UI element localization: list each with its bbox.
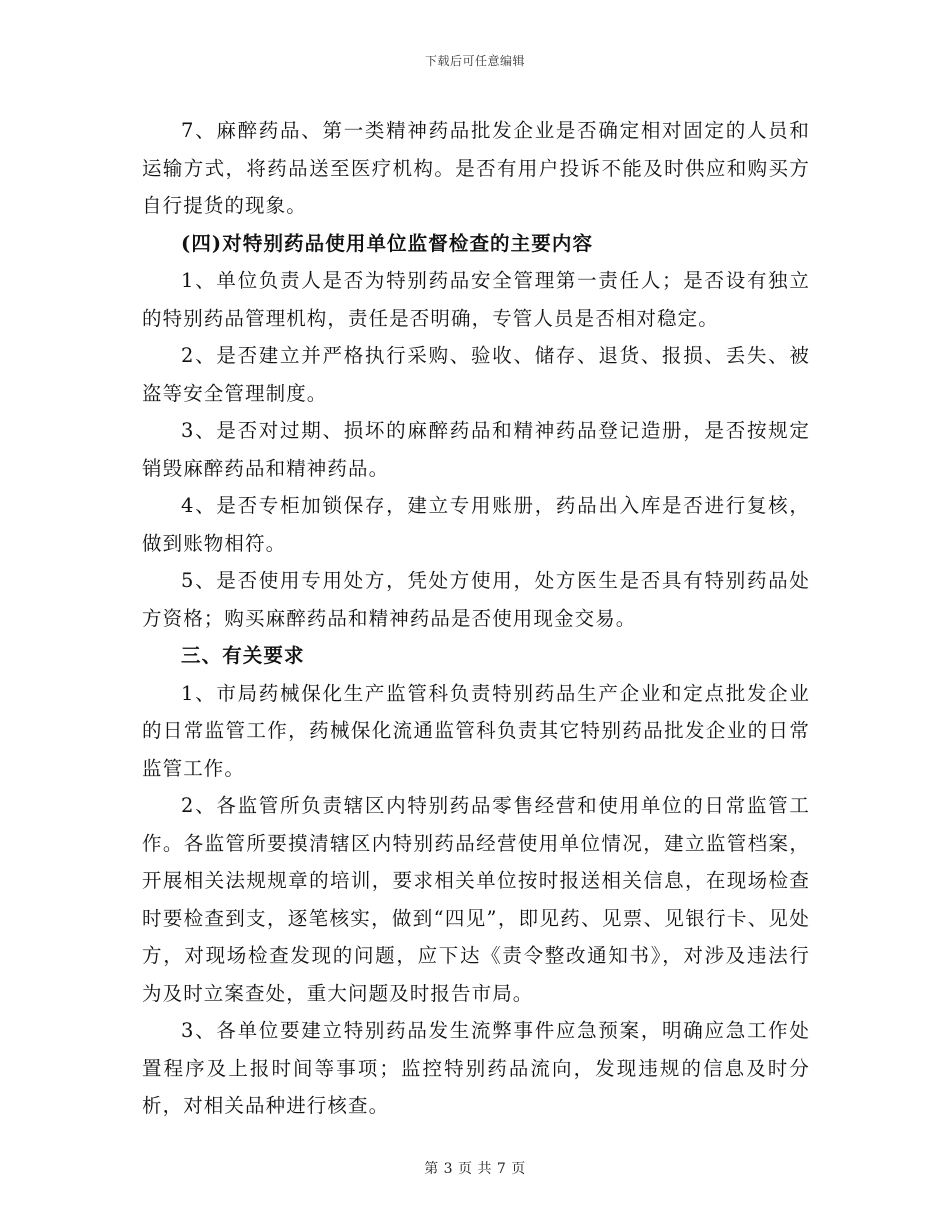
- section-heading-3: 三、有关要求: [181, 644, 305, 667]
- paragraph-item-3: 3、是否对过期、损坏的麻醉药品和精神药品登记造册，是否按规定销毁麻醉药品和精神药品。: [142, 419, 810, 480]
- paragraph-item-5: 5、是否使用专用处方，凭处方使用，处方医生是否具有特别药品处方资格；购买麻醉药品和精神药品是否使用现金交易。: [142, 569, 810, 630]
- requirement-item-2: 2、各监管所负责辖区内特别药品零售经营和使用单位的日常监管工作。各监管所要摸清辖区内特别药品经营使用单位情况，建立监管档案，开展相关法规规章的培训，要求相关单位按时报送相关信息，在现场检查时要检查到支，逐笔核实，做到“四见”，即见药、见票、见银行卡、见处方，对现场检查发现的问题，应下达《责令整改通知书》，对涉及违法行为及时立案查处，重大问题及时报告市局。: [142, 794, 810, 1005]
- header-note: 下载后可任意编辑: [424, 54, 525, 68]
- paragraph-item-4: 4、是否专柜加锁保存，建立专用账册，药品出入库是否进行复核，做到账物相符。: [142, 494, 810, 555]
- paragraph-item-7: 7、麻醉药品、第一类精神药品批发企业是否确定相对固定的人员和运输方式，将药品送至医疗机构。是否有用户投诉不能及时供应和购买方自行提货的现象。: [142, 119, 810, 217]
- requirement-item-1: 1、市局药械保化生产监管科负责特别药品生产企业和定点批发企业的日常监管工作，药械保化流通监管科负责其它特别药品批发企业的日常监管工作。: [142, 681, 810, 780]
- paragraph-item-2: 2、是否建立并严格执行采购、验收、储存、退货、报损、丢失、被盗等安全管理制度。: [142, 344, 810, 405]
- section-heading-4: (四)对特别药品使用单位监督检查的主要内容: [181, 231, 594, 255]
- page-number: 第 3 页 共 7 页: [424, 1161, 526, 1177]
- document-body: [142, 112, 810, 1125]
- paragraph-item-1: 1、单位负责人是否为特别药品安全管理第一责任人；是否设有独立的特别药品管理机构，责任是否明确，专管人员是否相对稳定。: [142, 269, 810, 330]
- requirement-item-3: 3、各单位要建立特别药品发生流弊事件应急预案，明确应急工作处置程序及上报时间等事项；监控特别药品流向，发现违规的信息及时分析，对相关品种进行核查。: [142, 1019, 810, 1117]
